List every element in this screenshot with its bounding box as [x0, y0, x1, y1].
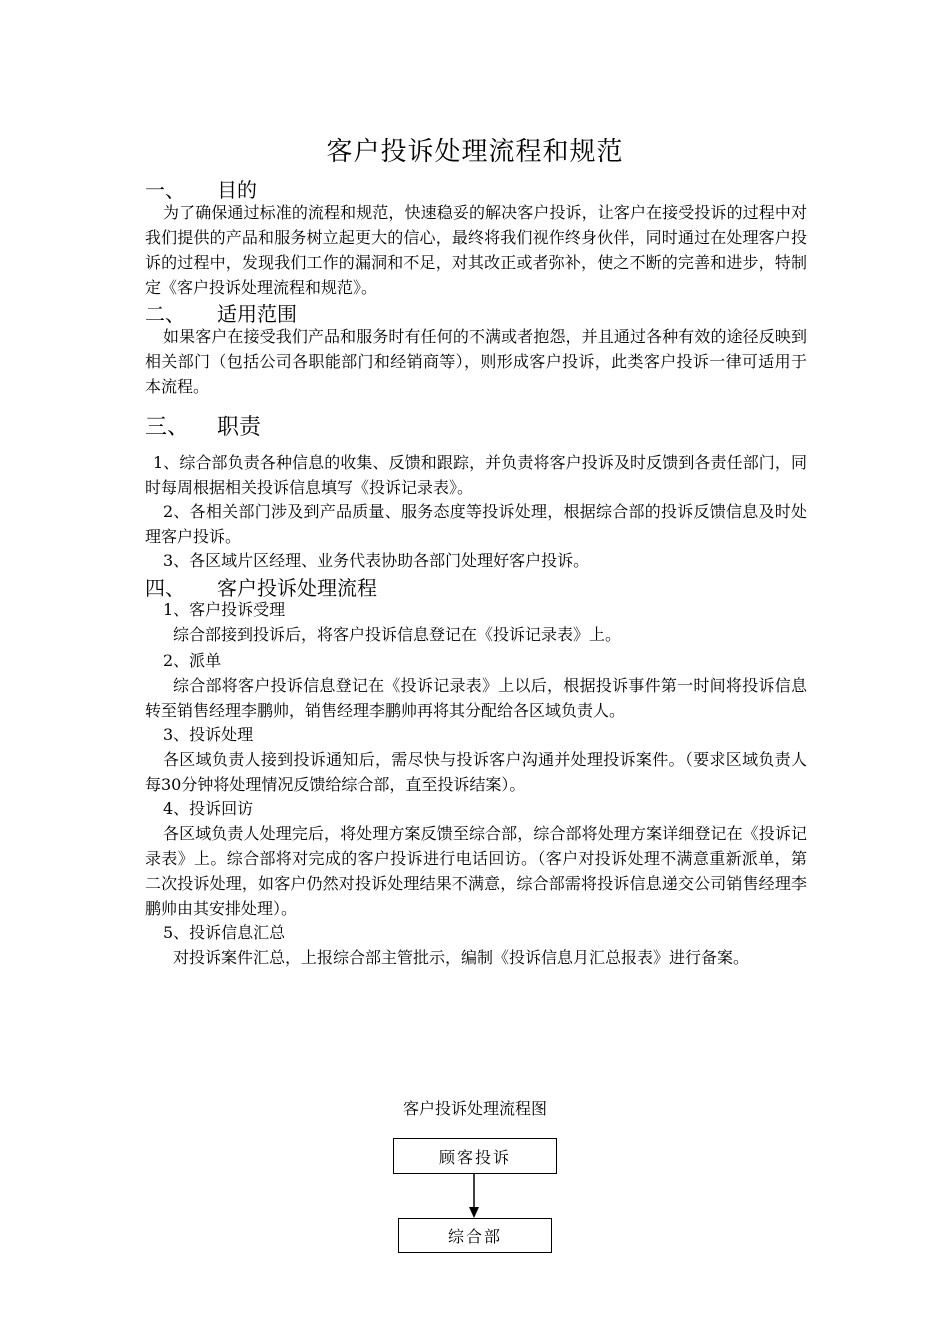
section-heading-scope	[145, 298, 297, 327]
section-title: 目的	[217, 178, 257, 202]
purpose-paragraph: 为了确保通过标准的流程和规范，快速稳妥的解决客户投诉，让客户在接受投诉的过程中对我们提供的产品和服务树立起更大的信心，最终将我们视作终身伙伴，同时通过在处理客户投诉的过程中，发现我们工作的漏洞和不足，对其改正或者弥补，使之不断的完善和进步，特制定《客户投诉处理流程和规范》。	[145, 203, 807, 297]
flowchart-node-customer-complaint: 顾客投诉	[393, 1138, 557, 1174]
process-step-label: 3、投诉处理	[163, 725, 254, 744]
section-number: 一、	[145, 178, 185, 202]
process-step-text: 各区域负责人接到投诉通知后，需尽快与投诉客户沟通并处理投诉案件。（要求区域负责人每30分钟将处理情况反馈给综合部，直至投诉结案）。	[145, 750, 807, 794]
process-step-text: 对投诉案件汇总，上报综合部主管批示，编制《投诉信息月汇总报表》进行备案。	[173, 948, 750, 967]
section-heading-purpose	[145, 174, 257, 203]
process-step-text: 综合部接到投诉后，将客户投诉信息登记在《投诉记录表》上。	[173, 625, 622, 644]
section-number: 二、	[145, 302, 185, 326]
flowchart-title: 客户投诉处理流程图	[402, 1099, 547, 1118]
scope-paragraph: 如果客户在接受我们产品和服务时有任何的不满或者抱怨，并且通过各种有效的途径反映到相关部门（包括公司各职能部门和经销商等），则形成客户投诉，此类客户投诉一律可适用于本流程。	[145, 327, 807, 396]
flowchart-node-general-department: 综合部	[398, 1218, 552, 1253]
section-title: 职责	[217, 415, 262, 440]
process-step-text: 各区域负责人处理完后，将处理方案反馈至综合部，综合部将处理方案详细登记在《投诉记录表》上。综合部将对完成的客户投诉进行电话回访。（客户对投诉处理不满意重新派单，第二次投诉处理，如客户仍然对投诉处理结果不满意，综合部需将投诉信息递交公司销售经理李鹏帅由其安排处理）。	[145, 824, 807, 918]
section-heading-duties	[145, 410, 261, 441]
document-title: 客户投诉处理流程和规范	[326, 137, 624, 167]
section-title: 适用范围	[217, 302, 297, 326]
process-step-label: 2、派单	[163, 651, 222, 670]
process-step-label: 1、客户投诉受理	[163, 600, 286, 619]
section-number: 三、	[145, 415, 190, 440]
flowchart-arrow	[465, 1173, 485, 1219]
duty-item: 1、综合部负责各种信息的收集、反馈和跟踪，并负责将客户投诉及时反馈到各责任部门，同时每周根据相关投诉信息填写《投诉记录表》。	[145, 453, 807, 497]
process-step-label: 4、投诉回访	[163, 799, 254, 818]
section-title: 客户投诉处理流程	[217, 576, 377, 600]
duty-item: 2、各相关部门涉及到产品质量、服务态度等投诉处理，根据综合部的投诉反馈信息及时处理客户投诉。	[145, 502, 807, 546]
section-number: 四、	[145, 576, 185, 600]
duty-item: 3、各区域片区经理、业务代表协助各部门处理好客户投诉。	[163, 551, 590, 570]
process-step-text: 综合部将客户投诉信息登记在《投诉记录表》上以后，根据投诉事件第一时间将投诉信息转至销售经理李鹏帅，销售经理李鹏帅再将其分配给各区域负责人。	[145, 676, 807, 720]
process-step-label: 5、投诉信息汇总	[163, 923, 286, 942]
